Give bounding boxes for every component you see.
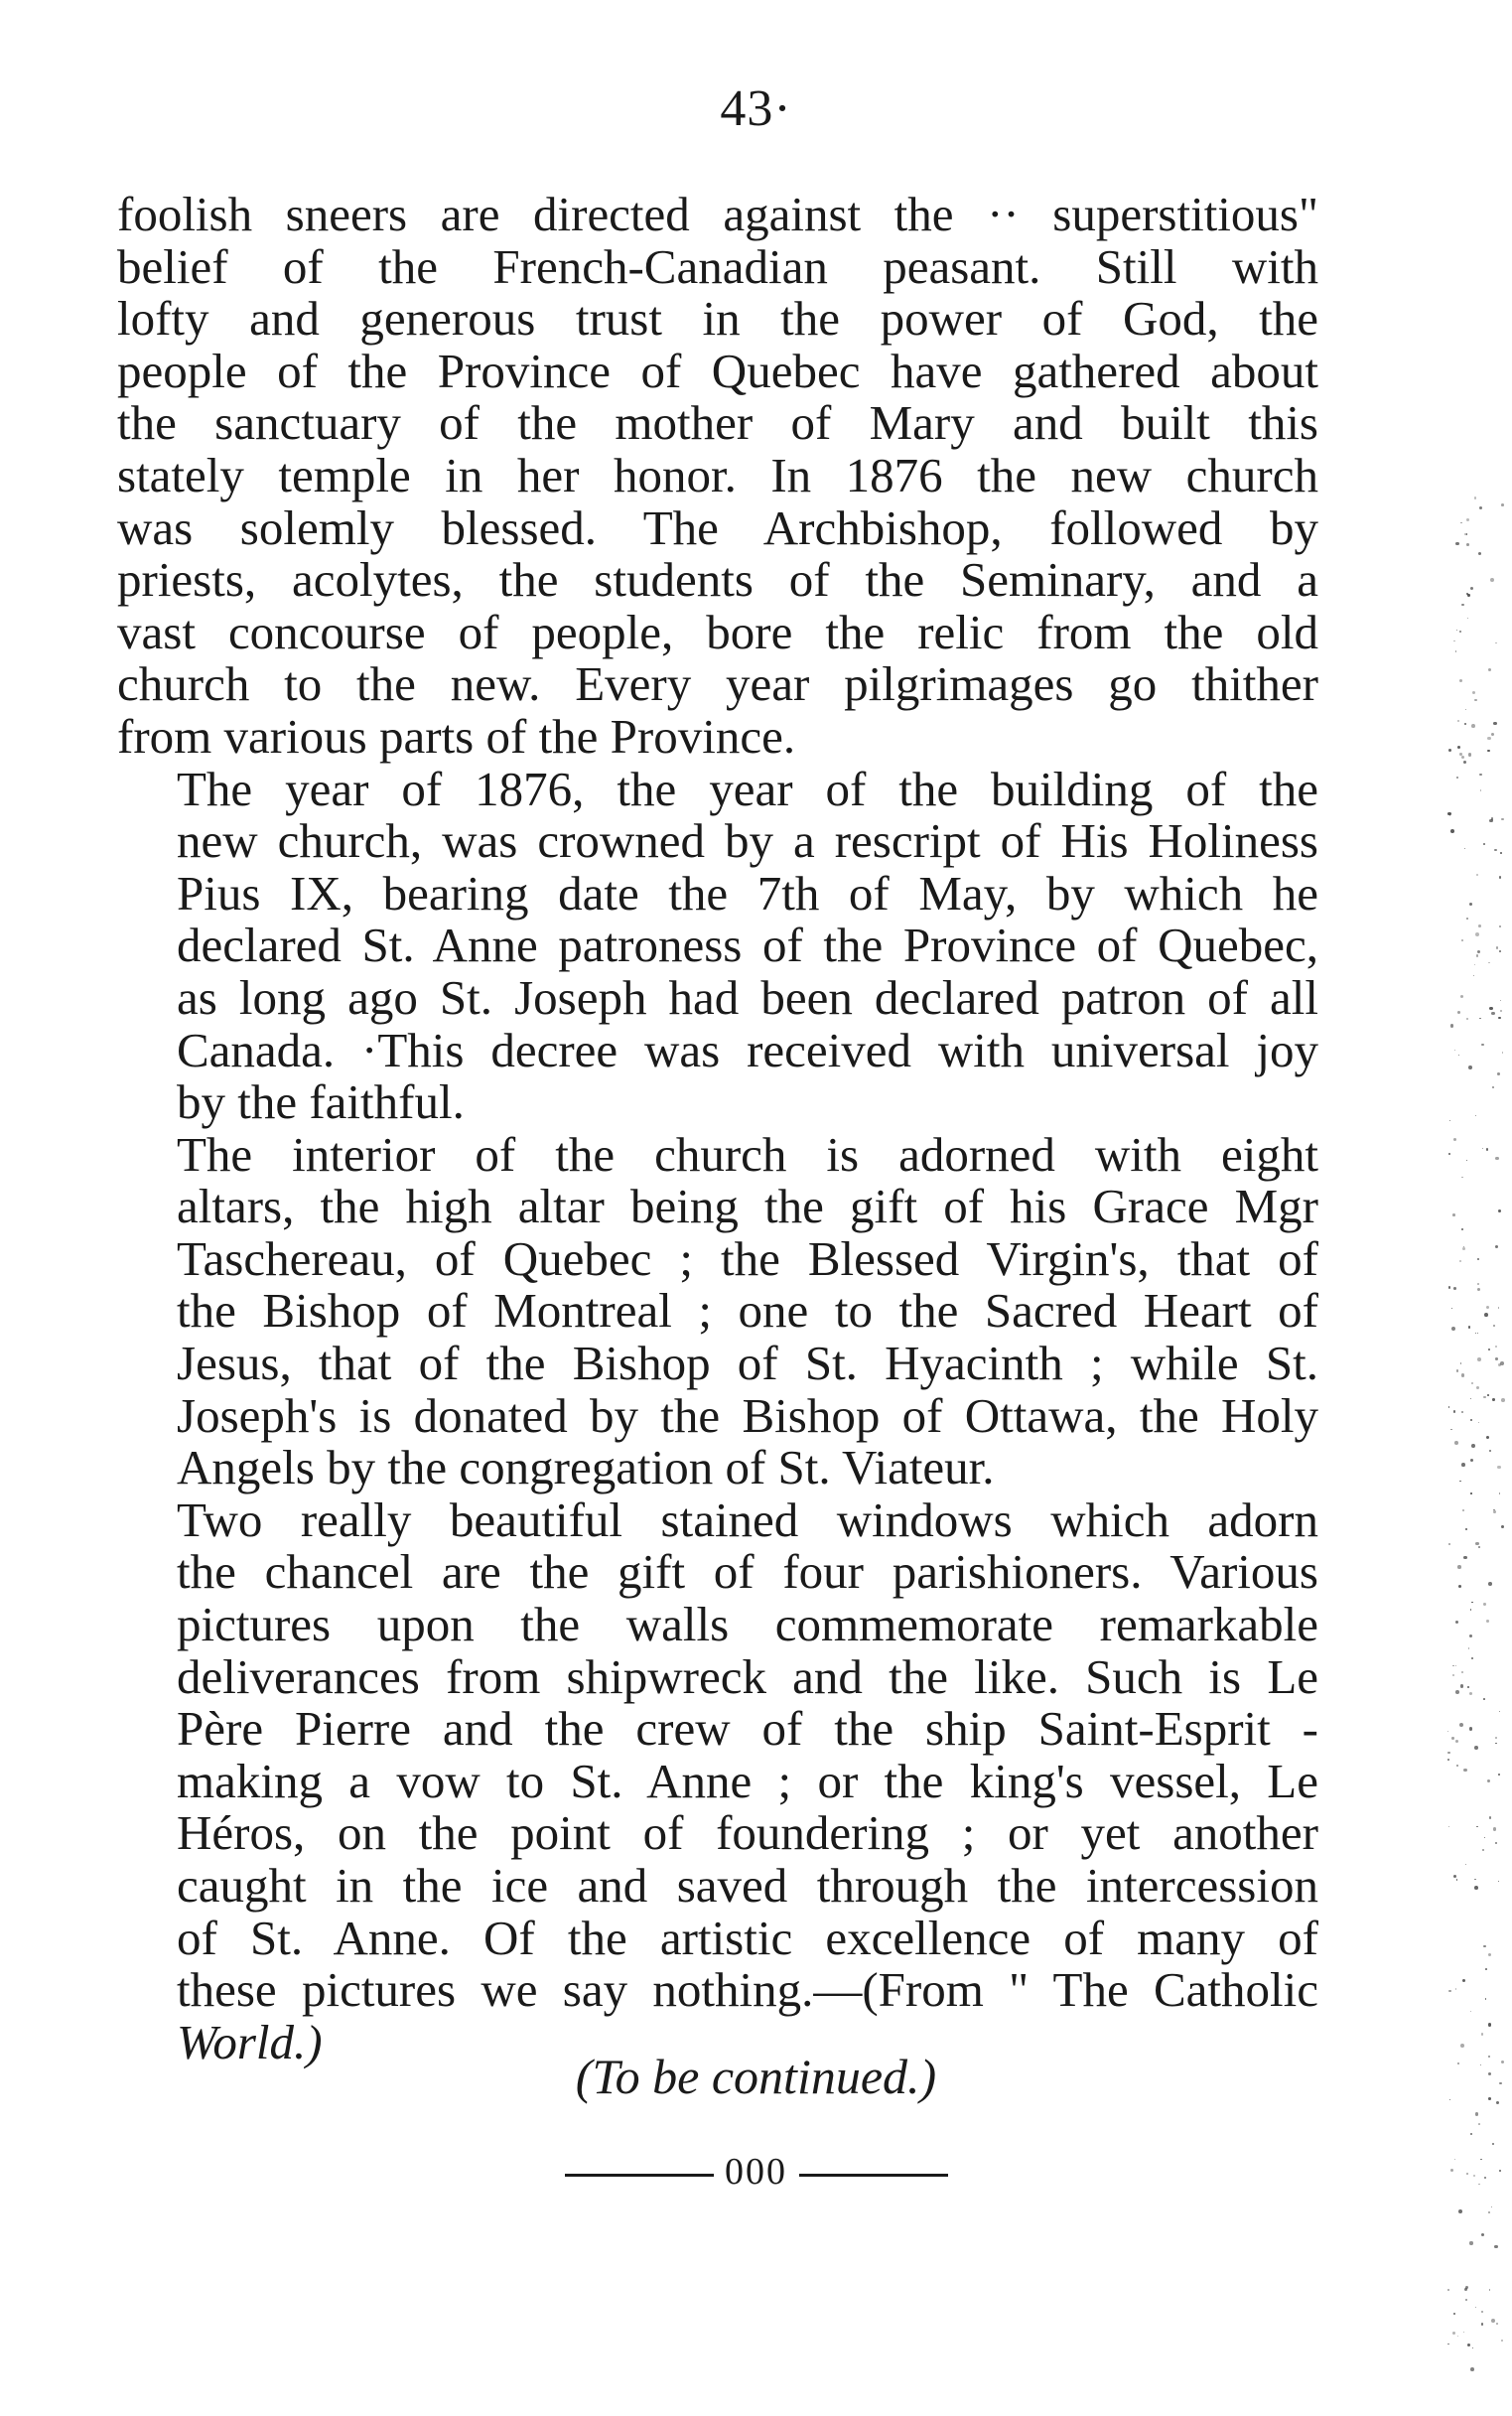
scan-speck	[1469, 2241, 1472, 2244]
scan-speck	[1480, 2159, 1481, 2160]
scan-speck	[1455, 542, 1458, 545]
scan-speck	[1470, 1398, 1471, 1399]
scan-speck	[1463, 1769, 1466, 1772]
scan-speck	[1496, 2101, 1499, 2104]
text-line: Père Pierre and the crew of the ship Saint-Esprit -	[177, 1701, 1318, 1757]
scan-speck	[1477, 1258, 1479, 1260]
scan-speck	[1492, 1398, 1495, 1401]
scan-speck	[1486, 1148, 1489, 1151]
text-line: the Bishop of Montreal ; one to the Sacred Heart of	[177, 1283, 1318, 1339]
scan-speck	[1468, 1066, 1472, 1069]
scan-speck	[1498, 1017, 1501, 1020]
scan-speck	[1454, 1050, 1455, 1051]
scan-speck	[1472, 2347, 1473, 2348]
scan-speck	[1456, 630, 1457, 631]
scan-speck	[1450, 1024, 1453, 1027]
scan-speck	[1489, 1007, 1493, 1011]
scan-speck	[1457, 2336, 1458, 2337]
scan-speck	[1493, 722, 1496, 725]
scan-speck	[1473, 2175, 1475, 2177]
scan-speck	[1469, 1692, 1473, 1696]
scan-speck	[1488, 962, 1489, 963]
scan-speck	[1474, 1746, 1478, 1750]
text-line: from various parts of the Province.	[117, 708, 796, 764]
scan-speck	[1453, 640, 1455, 642]
scan-speck	[1488, 2097, 1491, 2100]
scan-speck	[1479, 1018, 1480, 1019]
text-line: the sanctuary of the mother of Mary and built this	[117, 395, 1318, 451]
text-line: church to the new. Every year pilgrimages go thither	[117, 656, 1318, 712]
scan-speck	[1483, 1945, 1485, 1947]
scan-speck	[1494, 849, 1497, 852]
scan-speck	[1470, 1609, 1472, 1611]
scan-speck	[1466, 2173, 1468, 2175]
text-line: by the faithful.	[177, 1074, 465, 1130]
scan-speck	[1451, 1327, 1455, 1331]
scan-speck	[1464, 723, 1466, 725]
scan-speck	[1457, 746, 1460, 749]
scan-speck	[1462, 1247, 1465, 1250]
scan-speck	[1459, 679, 1462, 682]
scan-speck	[1452, 1674, 1454, 1676]
scan-speck	[1472, 691, 1475, 694]
scan-speck	[1448, 1406, 1450, 1408]
scan-speck	[1498, 1363, 1501, 1366]
scan-speck	[1481, 2233, 1484, 2236]
scan-speck	[1447, 812, 1451, 816]
scan-speck	[1469, 1727, 1472, 1730]
scan-speck	[1459, 631, 1460, 632]
scan-speck	[1457, 2062, 1459, 2064]
scan-speck	[1469, 903, 1472, 906]
scan-speck	[1460, 522, 1461, 523]
scan-speck	[1448, 1286, 1451, 1289]
to-be-continued-note: (To be continued.)	[575, 2049, 937, 2104]
scan-speck	[1475, 2307, 1476, 2308]
scan-speck	[1499, 2082, 1501, 2084]
text-line: vast concourse of people, bore the relic from the old	[117, 604, 1318, 659]
scan-speck	[1501, 1525, 1504, 1528]
scan-speck	[1455, 1988, 1456, 1989]
text-line: Pius IX, bearing date the 7th of May, by which he	[177, 865, 1318, 921]
scan-speck	[1476, 1826, 1477, 1827]
scan-speck	[1498, 1881, 1499, 1882]
scan-speck	[1465, 709, 1466, 710]
scan-speck	[1461, 939, 1463, 941]
scan-speck	[1466, 543, 1469, 546]
scan-speck	[1488, 2211, 1489, 2212]
paragraph-2	[117, 761, 1318, 1130]
scan-speck	[1488, 1349, 1490, 1350]
scan-speck	[1488, 1953, 1491, 1956]
scan-speck	[1470, 587, 1473, 590]
scan-speck	[1467, 1686, 1469, 1688]
scan-speck	[1475, 1542, 1478, 1545]
scan-speck	[1475, 932, 1479, 936]
scan-speck	[1491, 1012, 1494, 1015]
scan-speck	[1476, 954, 1479, 957]
scan-speck	[1453, 1410, 1455, 1412]
scan-speck	[1471, 1657, 1473, 1659]
scan-speck	[1488, 668, 1491, 671]
scan-speck	[1489, 1816, 1491, 1818]
scan-speck	[1477, 1357, 1481, 1361]
text-line: Two really beautiful stained windows which adorn	[177, 1492, 1318, 1547]
scan-speck	[1493, 1325, 1495, 1327]
scan-speck	[1484, 2177, 1486, 2179]
scan-speck	[1495, 1157, 1498, 1160]
text-line: Joseph's is donated by the Bishop of Ottawa, the Holy	[177, 1387, 1318, 1443]
paragraph-3	[117, 1126, 1318, 1495]
scan-speck	[1500, 1010, 1502, 1012]
scan-speck	[1487, 750, 1490, 753]
scan-speck	[1463, 2332, 1464, 2333]
scan-speck	[1485, 1998, 1486, 1999]
scan-speck	[1460, 1684, 1463, 1687]
divider-rule-right	[799, 2174, 948, 2177]
scan-speck	[1489, 2289, 1490, 2290]
scan-speck	[1500, 1000, 1501, 1001]
text-line: Héros, on the point of foundering ; or yet another	[177, 1805, 1318, 1861]
scan-speck	[1492, 1086, 1494, 1088]
scan-speck	[1471, 1602, 1472, 1603]
paragraph-4	[117, 1494, 1318, 2069]
scan-speck	[1491, 733, 1495, 737]
scan-speck	[1450, 1429, 1452, 1431]
scan-speck	[1465, 2286, 1468, 2289]
scan-speck	[1491, 2319, 1495, 2323]
scan-speck	[1499, 925, 1501, 927]
scan-speck	[1465, 1528, 1466, 1529]
scan-speck	[1488, 1582, 1492, 1586]
scan-speck	[1501, 1398, 1505, 1402]
scan-speck	[1482, 1849, 1484, 1851]
scan-speck	[1470, 2011, 1471, 2012]
scan-speck	[1480, 789, 1481, 790]
scan-speck	[1499, 2170, 1501, 2172]
scan-speck	[1484, 1837, 1485, 1838]
scan-speck	[1489, 1450, 1492, 1453]
text-line: new church, was crowned by a rescript of His Holiness	[177, 813, 1318, 869]
scan-noise-margin	[1443, 0, 1512, 2416]
scan-speck	[1465, 2299, 1467, 2301]
scan-speck	[1487, 1779, 1491, 1783]
scan-speck	[1502, 1052, 1503, 1053]
scan-speck	[1497, 1072, 1500, 1075]
scan-speck	[1454, 2159, 1455, 2160]
scan-speck	[1479, 506, 1482, 509]
divider-rule-left	[565, 2174, 714, 2177]
scan-speck	[1453, 1138, 1456, 1141]
scan-speck	[1465, 1864, 1466, 1865]
scan-speck	[1483, 1698, 1485, 1700]
scan-speck	[1478, 2184, 1479, 2185]
scan-speck	[1475, 1115, 1476, 1116]
scan-speck	[1448, 1990, 1450, 1992]
scan-speck	[1459, 1723, 1463, 1727]
scan-speck	[1485, 1968, 1487, 1970]
scan-speck	[1476, 874, 1478, 876]
text-line: priests, acolytes, the students of the Seminary, and a	[117, 552, 1318, 608]
text-line: these pictures we say nothing.—(From " The Catholic	[177, 1962, 1318, 2018]
scan-speck	[1453, 2313, 1455, 2315]
scan-speck	[1475, 2112, 1478, 2115]
text-line: people of the Province of Quebec have gathered about	[117, 343, 1318, 398]
scan-speck	[1447, 1731, 1448, 1732]
scan-speck	[1475, 1333, 1476, 1334]
scan-speck	[1493, 1510, 1497, 1514]
scan-speck	[1461, 1228, 1463, 1230]
scan-speck	[1458, 1055, 1459, 1056]
scan-speck	[1481, 2033, 1484, 2036]
text-line: declared St. Anne patroness of the Province of Quebec,	[177, 918, 1318, 973]
scan-speck	[1478, 552, 1481, 555]
scan-speck	[1470, 1459, 1473, 1462]
scan-speck	[1470, 2367, 1474, 2371]
scan-speck	[1460, 1362, 1462, 1364]
scan-speck	[1499, 1492, 1500, 1493]
scan-speck	[1495, 1842, 1497, 1844]
body-text	[117, 189, 1318, 2068]
scan-speck	[1481, 1044, 1484, 1047]
text-line: Jesus, that of the Bishop of St. Hyacinth ; while St.	[177, 1336, 1318, 1391]
scan-speck	[1468, 753, 1471, 756]
scan-speck	[1481, 2311, 1483, 2313]
scan-speck	[1447, 2289, 1449, 2291]
scan-speck	[1499, 876, 1502, 879]
scan-speck	[1455, 650, 1456, 651]
text-line: The interior of the church is adorned with eight	[177, 1126, 1318, 1182]
scan-speck	[1470, 2133, 1472, 2135]
scan-speck	[1486, 1436, 1489, 1439]
scan-speck	[1460, 995, 1463, 998]
scan-speck	[1449, 1120, 1450, 1121]
scan-speck	[1487, 1394, 1489, 1396]
scan-speck	[1455, 1621, 1458, 1624]
scan-speck	[1456, 1369, 1458, 1371]
scan-speck	[1466, 1160, 1467, 1161]
scan-speck	[1450, 829, 1454, 833]
scan-speck	[1481, 2323, 1483, 2325]
scan-speck	[1495, 1743, 1497, 1745]
scan-speck	[1501, 2061, 1504, 2063]
scan-speck	[1495, 1245, 1498, 1248]
scan-speck	[1501, 2340, 1503, 2342]
scan-speck	[1448, 749, 1451, 752]
scan-speck	[1448, 1153, 1450, 1155]
scan-speck	[1468, 1647, 1469, 1648]
scan-speck	[1453, 1287, 1456, 1290]
text-line: foolish sneers are directed against the ·· superstitious"	[117, 187, 1318, 241]
scan-speck	[1483, 1396, 1486, 1399]
scan-speck	[1456, 1765, 1459, 1768]
scan-speck	[1466, 918, 1468, 920]
scan-speck	[1463, 1556, 1466, 1559]
scan-speck	[1478, 2123, 1480, 2125]
scan-speck	[1496, 2323, 1498, 2325]
text-line: altars, the high altar being the gift of his Grace Mgr	[177, 1179, 1318, 1234]
scan-speck	[1474, 699, 1476, 701]
scan-speck	[1498, 1774, 1500, 1776]
scan-speck	[1450, 2169, 1453, 2172]
scan-speck	[1501, 818, 1503, 820]
paragraph-1	[117, 189, 1318, 764]
scan-speck	[1494, 2245, 1497, 2248]
text-line: as long ago St. Joseph had been declared patron of all	[177, 969, 1318, 1025]
text-line: Taschereau, of Quebec ; the Blessed Virgin's, that of	[177, 1230, 1318, 1286]
scan-speck	[1486, 1306, 1489, 1309]
text-line: World.)	[177, 2014, 323, 2069]
scan-speck	[1452, 2332, 1455, 2335]
text-line: was solemly blessed. The Archbishop, followed by	[117, 499, 1318, 555]
scan-speck	[1448, 1543, 1450, 1545]
scan-speck	[1461, 756, 1464, 759]
scan-speck	[1457, 1011, 1461, 1015]
scan-speck	[1447, 1752, 1449, 1754]
scan-speck	[1457, 720, 1459, 722]
scan-speck	[1461, 1671, 1463, 1673]
scan-speck	[1491, 2206, 1492, 2207]
scan-speck	[1500, 852, 1502, 854]
scan-speck	[1497, 1466, 1501, 1470]
scan-speck	[1488, 2023, 1492, 2027]
scan-speck	[1495, 642, 1496, 643]
scan-speck	[1478, 1546, 1479, 1547]
page-number: 43·	[720, 80, 792, 137]
scan-speck	[1458, 2209, 1462, 2213]
scan-speck	[1447, 2344, 1448, 2345]
scan-speck	[1499, 950, 1501, 952]
scan-speck	[1498, 1307, 1500, 1309]
scan-speck	[1477, 1288, 1480, 1291]
scan-speck	[1456, 777, 1458, 779]
scan-speck	[1467, 618, 1469, 620]
scan-speck	[1455, 1690, 1459, 1694]
text-line: lofty and generous trust in the power of God, the	[117, 291, 1318, 347]
scan-speck	[1490, 578, 1494, 582]
scan-speck	[1461, 604, 1463, 606]
scan-speck	[1473, 975, 1474, 976]
divider-ornament: 000	[725, 2151, 787, 2193]
text-line: pictures upon the walls commemorate remarkable	[177, 1597, 1318, 1652]
scan-speck	[1496, 946, 1498, 948]
section-divider	[0, 2150, 1512, 2194]
scan-speck	[1469, 1634, 1472, 1637]
scan-speck	[1480, 2064, 1481, 2065]
scan-speck	[1455, 1740, 1458, 1743]
scan-speck	[1474, 1886, 1478, 1890]
scan-speck	[1467, 2344, 1470, 2346]
scan-speck	[1461, 1411, 1463, 1413]
scan-speck	[1459, 1260, 1461, 1262]
scan-speck	[1474, 497, 1476, 498]
scan-speck	[1464, 848, 1465, 849]
text-line: making a vow to St. Anne ; or the king's vessel, Le	[177, 1753, 1318, 1808]
scan-speck	[1458, 1585, 1461, 1588]
scan-speck	[1466, 533, 1467, 534]
scan-speck	[1460, 2044, 1464, 2048]
scan-speck	[1477, 950, 1480, 953]
scan-speck	[1461, 1177, 1463, 1179]
scan-speck	[1451, 1737, 1453, 1739]
scan-speck	[1478, 1422, 1479, 1423]
scan-speck	[1455, 1665, 1456, 1666]
scan-speck	[1470, 1419, 1472, 1421]
scan-speck	[1488, 2072, 1491, 2075]
scan-speck	[1474, 1879, 1476, 1881]
scan-speck	[1477, 1333, 1478, 1334]
scan-speck	[1471, 1382, 1473, 1384]
text-line: belief of the French-Canadian peasant. Still with	[117, 238, 1318, 294]
scan-speck	[1482, 1148, 1483, 1149]
scan-speck	[1451, 1308, 1452, 1309]
scan-speck	[1456, 1879, 1457, 1880]
scan-speck	[1495, 1737, 1497, 1739]
scan-speck	[1477, 1283, 1479, 1285]
scan-speck	[1462, 1979, 1465, 1982]
text-line: stately temple in her honor. In 1876 the new church	[117, 447, 1318, 502]
text-line: the chancel are the gift of four parishioners. Various	[177, 1544, 1318, 1600]
scan-speck	[1489, 819, 1492, 822]
scan-speck	[1479, 774, 1482, 777]
scan-speck	[1501, 503, 1504, 506]
scan-speck	[1462, 1509, 1464, 1511]
scan-speck	[1492, 2143, 1494, 2145]
text-line: Canada. ·This decree was received with universal joy	[177, 1022, 1318, 1077]
scan-speck	[1470, 1492, 1471, 1493]
text-line: Angels by the congregation of St. Viateur.	[177, 1440, 995, 1495]
scan-speck	[1468, 1326, 1471, 1329]
scan-speck	[1461, 1373, 1464, 1376]
scan-speck	[1466, 1018, 1468, 1020]
scan-speck	[1499, 1711, 1500, 1712]
scan-speck	[1493, 1827, 1497, 1831]
scan-speck	[1452, 1213, 1455, 1216]
scan-speck	[1495, 1357, 1498, 1360]
scan-speck	[1463, 761, 1466, 764]
scan-speck	[1449, 2099, 1450, 2100]
scan-speck	[1486, 1620, 1489, 1623]
scan-speck	[1478, 924, 1481, 927]
scan-speck	[1471, 724, 1475, 728]
scan-speck	[1459, 1481, 1460, 1482]
scan-speck	[1483, 1603, 1485, 1605]
scan-speck	[1461, 1463, 1465, 1467]
scan-speck	[1447, 1759, 1449, 1761]
text-line: deliverances from shipwreck and the like. Such is Le	[177, 1648, 1318, 1704]
scan-speck	[1483, 843, 1485, 845]
scan-speck	[1484, 1313, 1488, 1317]
scan-speck	[1487, 737, 1491, 741]
text-line: of St. Anne. Of the artistic excellence of many of	[177, 1910, 1318, 1965]
scan-speck	[1495, 1346, 1497, 1348]
scan-speck	[1452, 1665, 1453, 1666]
scan-speck	[1474, 964, 1475, 965]
scan-speck	[1454, 1441, 1458, 1445]
scan-speck	[1488, 2056, 1491, 2059]
scan-speck	[1453, 1875, 1456, 1878]
scan-speck	[1466, 518, 1469, 521]
text-line: caught in the ice and saved through the intercession	[177, 1858, 1318, 1913]
scan-speck	[1448, 1826, 1449, 1827]
text-line: The year of 1876, the year of the building of the	[177, 761, 1318, 816]
scan-speck	[1476, 1386, 1479, 1389]
scan-speck	[1498, 1209, 1501, 1212]
scan-speck	[1471, 1444, 1475, 1448]
scan-speck	[1457, 1565, 1461, 1569]
